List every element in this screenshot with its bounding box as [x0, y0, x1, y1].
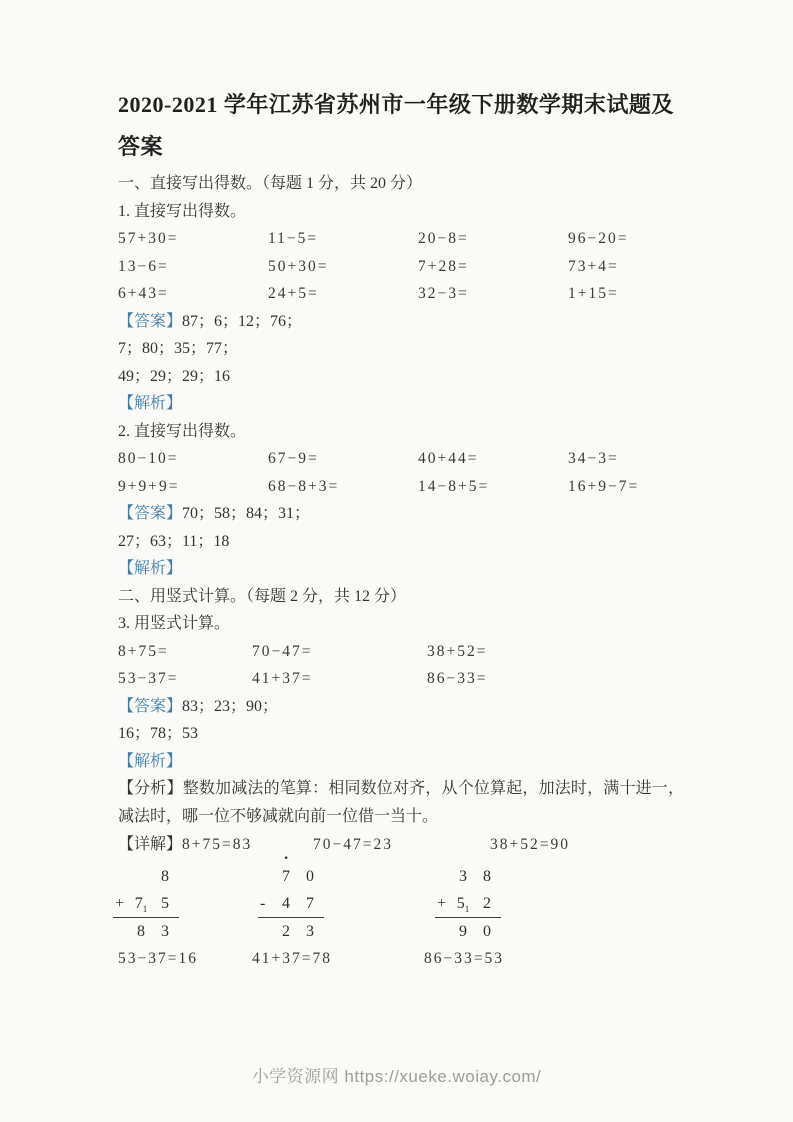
- fenxi-text: 整数加减法的笔算：相同数位对齐，从个位算起，加法时，满十进一，减法时，哪一位不够减就向前一位借一当十。: [118, 780, 684, 825]
- equation: 20−8=: [418, 230, 469, 247]
- vcalc-bottom-row: [258, 890, 324, 918]
- equation: 70−47=: [252, 642, 313, 660]
- equation: 38+52=: [427, 642, 488, 660]
- vertical-calc-1: [113, 863, 179, 945]
- answer-label: 【答案】: [118, 505, 183, 522]
- digit: 2: [282, 922, 290, 940]
- section2-heading: 二、用竖式计算。（每题 2 分，共 12 分）: [118, 587, 407, 605]
- equation: 67−9=: [268, 450, 319, 467]
- equation: 13−6=: [118, 257, 169, 275]
- equation: 6+43=: [118, 285, 169, 302]
- q1-analysis-line: [118, 390, 684, 418]
- digit: 8: [137, 922, 145, 940]
- equation: 1+15=: [568, 285, 619, 302]
- fenxi-label: 【分析】: [118, 780, 183, 797]
- q3-detail-line: [118, 831, 684, 859]
- detail-equation: 8+75=83: [182, 836, 253, 853]
- answer-label: 【答案】: [118, 697, 183, 715]
- answer-values: 87；6；12；76；: [182, 312, 303, 330]
- equation: 24+5=: [268, 285, 319, 302]
- digit: 7: [306, 894, 314, 912]
- digit: 7: [134, 894, 143, 912]
- q2-answer-line1: [118, 500, 684, 528]
- vertical-calculations: [115, 849, 684, 945]
- vcalc-bottom-row: [435, 890, 501, 918]
- q1-answer-line2: 7；80；35；77；: [118, 340, 239, 357]
- operator: +: [115, 894, 125, 912]
- vcalc-bottom-row: [113, 890, 179, 918]
- equation: 8+75=: [118, 642, 169, 660]
- equation: 96−20=: [568, 230, 629, 247]
- equation: 86−33=: [427, 670, 488, 687]
- borrow-dot: ·: [284, 849, 288, 867]
- page-title: 2020-2021 学年江苏省苏州市一年级下册数学期末试题及答案: [118, 92, 674, 159]
- vcalc-result-row: [258, 918, 324, 945]
- q2-answer-line2: 27；63；11；18: [118, 532, 230, 550]
- digit: 3: [306, 922, 314, 940]
- equation: 11−5=: [268, 230, 319, 247]
- digit: 8: [483, 867, 491, 885]
- vcalc-top-row: [258, 849, 324, 890]
- q3-analysis-paragraph: [118, 775, 684, 831]
- question2-label: 2. 直接写出得数。: [118, 422, 247, 440]
- analysis-label: 【解析】: [118, 752, 183, 770]
- digit: 3: [459, 867, 467, 885]
- digit: 2: [483, 894, 491, 912]
- section1-heading: 一、直接写出得数。（每题 1 分，共 20 分）: [118, 175, 423, 192]
- q3-equations-row2: [118, 665, 684, 693]
- footer-watermark: 小学资源网 https://xueke.woiay.com/: [251, 1067, 542, 1086]
- vcalc-top-row: [435, 863, 501, 890]
- q3-answer-line2: 16；78；53: [118, 725, 199, 742]
- q2-equations-row1: [118, 445, 684, 473]
- digit: 0: [483, 922, 491, 940]
- equation: 80−10=: [118, 450, 179, 467]
- carry-mark: 1: [142, 903, 148, 914]
- digit: 7: [282, 867, 290, 885]
- q3-analysis-line: [118, 748, 684, 776]
- equation: 32−3=: [418, 285, 469, 302]
- vcalc-result-row: [435, 918, 501, 945]
- digit: 8: [161, 867, 169, 885]
- result-equation: 86−33=53: [424, 949, 504, 967]
- vertical-calc-3: [435, 863, 501, 945]
- q3-equations-row1: [118, 638, 684, 666]
- q1-equations-row1: [118, 225, 684, 253]
- equation: 14−8+5=: [418, 477, 490, 495]
- equation: 53−37=: [118, 670, 179, 687]
- equation: 16+9−7=: [568, 477, 640, 495]
- equation: 50+30=: [268, 257, 329, 275]
- digit: 5: [161, 894, 169, 912]
- digit: 0: [306, 867, 314, 885]
- vcalc-result-row: [113, 918, 179, 945]
- answer-label: 【答案】: [118, 312, 183, 330]
- digit: 5: [456, 894, 465, 912]
- question1-label: 1. 直接写出得数。: [118, 202, 247, 220]
- digit: 4: [282, 894, 290, 912]
- equation: 68−8+3=: [268, 477, 340, 495]
- q2-analysis-line: [118, 555, 684, 583]
- equation: 34−3=: [568, 450, 619, 467]
- analysis-label: 【解析】: [118, 395, 183, 412]
- vertical-calc-2: [258, 849, 324, 945]
- equation: 41+37=: [252, 670, 313, 687]
- carry-mark: 1: [464, 903, 470, 914]
- digit: 9: [459, 922, 467, 940]
- detail-label: 【详解】: [118, 836, 183, 853]
- q1-answer-line1: [118, 308, 684, 336]
- answer-values: 70；58；84；31；: [182, 505, 311, 522]
- equation: 7+28=: [418, 257, 469, 275]
- question3-label: 3. 用竖式计算。: [118, 615, 231, 632]
- operator: +: [437, 894, 447, 912]
- equation: 57+30=: [118, 230, 179, 247]
- answer-values: 83；23；90；: [182, 697, 279, 715]
- result-equation: 41+37=78: [252, 949, 332, 967]
- q3-result-line: [118, 945, 684, 973]
- q1-equations-row3: [118, 280, 684, 308]
- digit: 3: [161, 922, 169, 940]
- analysis-label: 【解析】: [118, 560, 183, 577]
- detail-equation: 70−47=23: [313, 836, 393, 853]
- document-page: [115, 84, 684, 973]
- result-equation: 53−37=16: [118, 949, 198, 967]
- q1-equations-row2: [118, 253, 684, 281]
- equation: 9+9+9=: [118, 477, 180, 495]
- q2-equations-row2: [118, 473, 684, 501]
- equation: 40+44=: [418, 450, 479, 467]
- detail-equation: 38+52=90: [490, 836, 570, 853]
- vcalc-top-row: [113, 863, 179, 890]
- q1-answer-line3: 49；29；29；16: [118, 367, 231, 385]
- operator: -: [260, 894, 266, 912]
- q3-answer-line1: [118, 693, 684, 721]
- equation: 73+4=: [568, 257, 619, 275]
